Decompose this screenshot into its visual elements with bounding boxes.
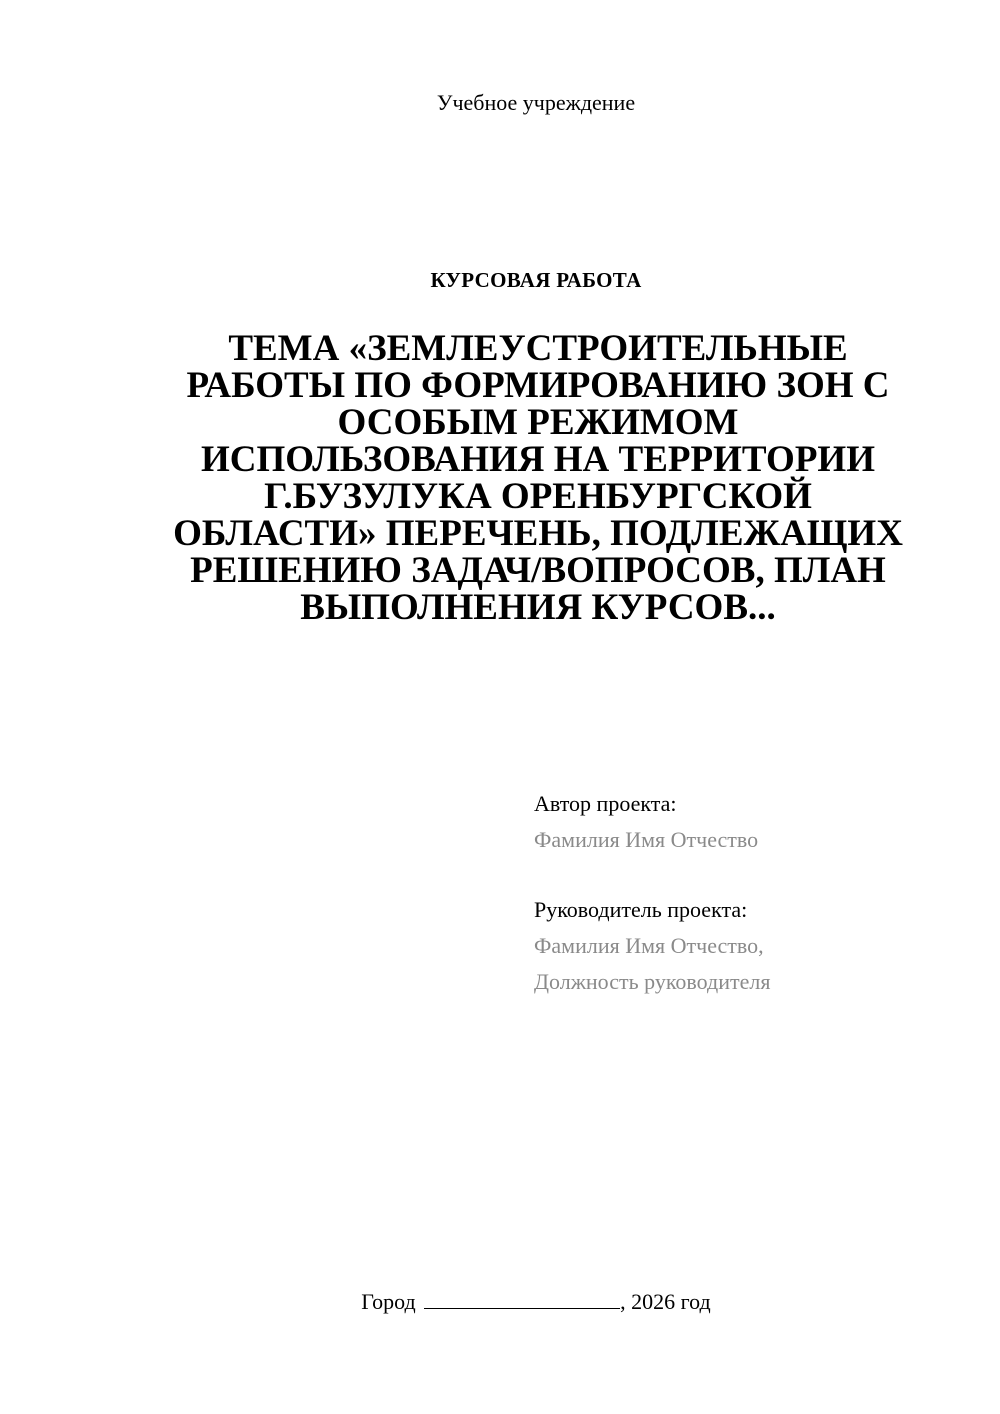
supervisor-position: Должность руководителя — [534, 969, 771, 994]
author-label: Автор проекта: — [534, 791, 677, 816]
supervisor-label: Руководитель проекта: — [534, 897, 748, 922]
author-name: Фамилия Имя Отчество — [534, 827, 759, 852]
title-line: ТЕМА «ЗЕМЛЕУСТРОИТЕЛЬНЫЕ — [228, 328, 848, 369]
title-line: РАБОТЫ ПО ФОРМИРОВАНИЮ ЗОН С — [186, 365, 890, 406]
footer-city-year — [0, 1288, 1000, 1315]
title-line: ОСОБЫМ РЕЖИМОМ — [337, 402, 739, 443]
city-label: Город — [361, 1289, 416, 1314]
city-blank-line — [424, 1288, 620, 1309]
document-type: КУРСОВАЯ РАБОТА — [430, 268, 642, 292]
title-line: РЕШЕНИЮ ЗАДАЧ/ВОПРОСОВ, ПЛАН — [190, 550, 886, 591]
title-line: ВЫПОЛНЕНИЯ КУРСОВ... — [300, 587, 776, 628]
title-line: Г.БУЗУЛУКА ОРЕНБУРГСКОЙ — [264, 476, 812, 517]
institution-name: Учебное учреждение — [436, 90, 636, 115]
document-title — [158, 330, 918, 626]
supervisor-name: Фамилия Имя Отчество, — [534, 933, 764, 958]
author-block — [534, 786, 974, 858]
title-line: ИСПОЛЬЗОВАНИЯ НА ТЕРРИТОРИИ — [201, 439, 875, 480]
year-label: , 2026 год — [620, 1289, 711, 1314]
title-line: ОБЛАСТИ» ПЕРЕЧЕНЬ, ПОДЛЕЖАЩИХ — [173, 513, 903, 554]
supervisor-block — [534, 892, 974, 1000]
